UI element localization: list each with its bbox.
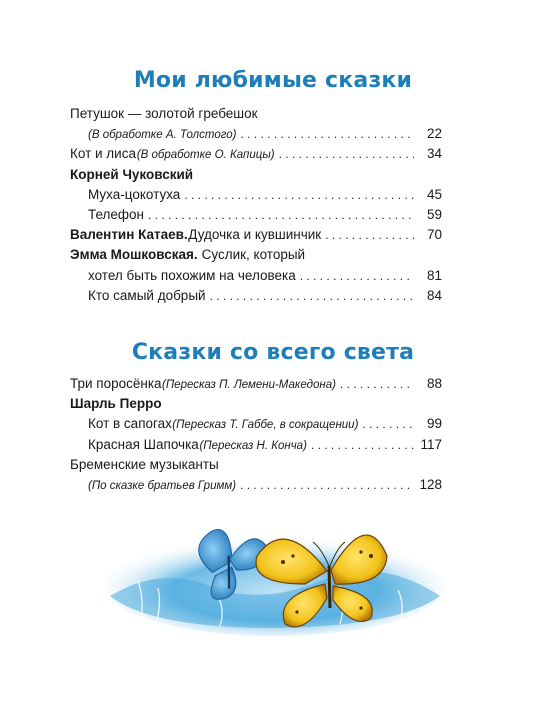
toc-line — [70, 185, 442, 205]
toc-list-favorite-tales — [70, 104, 442, 306]
dot-leader — [340, 374, 414, 394]
toc-line — [70, 414, 442, 434]
toc-line — [70, 205, 442, 225]
story-title: хотел быть похожим на человека — [88, 267, 296, 283]
toc-line — [70, 455, 442, 475]
story-title: Петушок — золотой гребешок — [70, 106, 258, 121]
page-number: 81 — [426, 267, 442, 283]
page-number: 22 — [426, 126, 442, 142]
toc-line — [70, 165, 442, 185]
author-name: Корней Чуковский — [70, 166, 194, 182]
dot-leader — [240, 475, 413, 495]
story-title: Дудочка и кувшинчик — [188, 227, 322, 243]
page-number: 59 — [426, 206, 442, 222]
toc-line — [70, 266, 442, 286]
butterflies-illustration-icon — [100, 506, 450, 638]
page-number: 128 — [419, 476, 442, 492]
story-source: (По сказке братьев Гримм) — [88, 479, 237, 492]
toc-line — [70, 394, 442, 414]
page-number: 70 — [426, 227, 442, 243]
page-number: 45 — [426, 186, 442, 202]
story-title: Кто самый добрый — [88, 287, 206, 303]
story-source: (В обработке А. Толстого) — [88, 129, 237, 142]
page-number: 34 — [426, 146, 442, 162]
toc-line — [70, 104, 442, 124]
story-title: Бременские музыканты — [70, 456, 219, 472]
story-source: (Пересказ Н. Конча) — [199, 439, 307, 452]
story-title: Суслик, который — [201, 247, 306, 263]
page-number: 88 — [426, 376, 442, 391]
story-title: Кот в сапогах — [88, 416, 172, 432]
story-title: Телефон — [88, 206, 145, 222]
dot-leader — [362, 414, 414, 434]
toc-list-world-tales — [70, 374, 442, 495]
toc-line — [70, 475, 442, 495]
toc-line — [70, 374, 442, 394]
story-source: (Пересказ Т. Габбе, в сокращении) — [172, 419, 359, 432]
dot-leader — [279, 144, 414, 164]
dot-leader — [184, 185, 414, 205]
story-title: Три поросёнка — [70, 376, 162, 391]
author-name: Эмма Мошковская. — [70, 247, 198, 263]
toc-line — [70, 225, 442, 245]
story-source: (Пересказ П. Лемени-Македона) — [162, 379, 336, 391]
dot-leader — [148, 205, 414, 225]
story-source: (В обработке О. Капицы) — [136, 149, 275, 162]
toc-line — [70, 245, 442, 265]
story-title: Красная Шапочка — [88, 436, 199, 452]
toc-line — [70, 144, 442, 164]
story-title: Муха-цокотуха — [88, 186, 181, 202]
page-number: 117 — [420, 436, 442, 452]
story-title: Кот и лиса — [70, 146, 136, 162]
toc-line — [70, 286, 442, 306]
dot-leader — [241, 124, 414, 144]
dot-leader — [325, 225, 414, 245]
author-name: Валентин Катаев. — [70, 227, 188, 243]
dot-leader — [300, 266, 414, 286]
page-number: 84 — [426, 287, 442, 303]
author-name: Шарль Перро — [70, 396, 162, 412]
section-title-world-tales: Сказки со всего света — [131, 340, 415, 365]
toc-line — [70, 435, 442, 455]
section-title-favorite-tales: Мои любимые сказки — [133, 68, 413, 93]
page-number: 99 — [426, 416, 442, 432]
toc-line — [70, 124, 442, 144]
dot-leader — [210, 286, 414, 306]
dot-leader — [311, 435, 414, 455]
